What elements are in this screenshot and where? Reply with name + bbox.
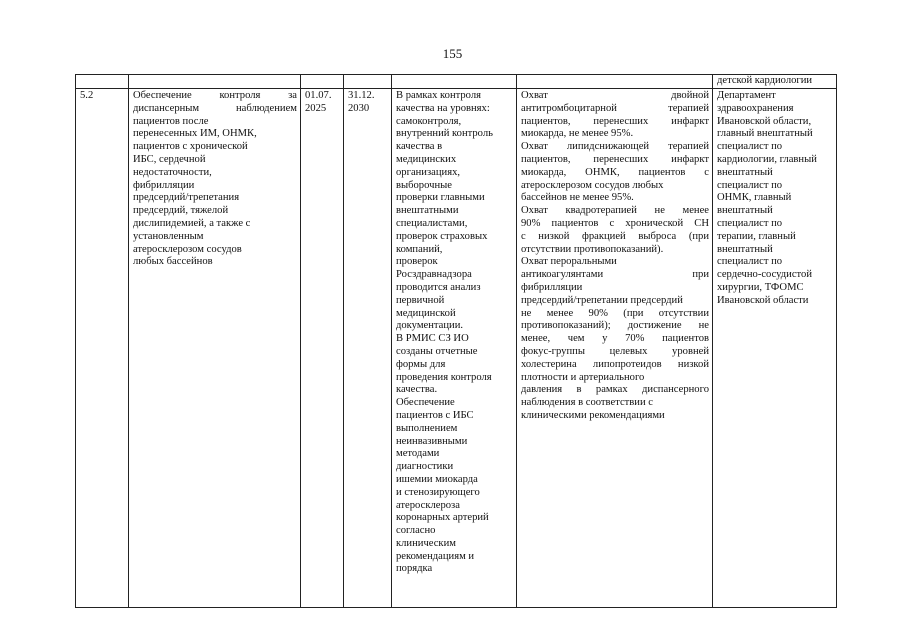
text-line: Обеспечение	[396, 397, 455, 409]
text-line: с низкой фракцией выброса (при	[521, 230, 709, 242]
text-line: внештатными	[396, 205, 459, 217]
text-line: качества.	[396, 384, 438, 396]
text-line: холестерина липопротеидов низкой	[521, 358, 709, 370]
text-line: Охват пероральными	[521, 256, 617, 268]
row-number: 5.2	[76, 89, 129, 608]
text-line: атеросклерозом сосудов любых	[521, 179, 664, 191]
cell-empty	[76, 75, 129, 89]
text-line: хирургии, ТФОМС	[717, 281, 804, 293]
text-line: атеросклероза	[396, 499, 460, 511]
text-line: документации.	[396, 320, 464, 332]
text-line: Росздравнадзора	[396, 269, 472, 281]
text-line: специалист по	[717, 217, 783, 229]
text-line: Департамент	[717, 90, 776, 101]
text-line: внештатный	[717, 205, 773, 217]
text-line: специалист по	[717, 179, 783, 191]
text-line: компаний,	[396, 243, 443, 255]
text-line: методами	[396, 448, 440, 460]
text-line: клиническими рекомендациями	[521, 409, 665, 421]
text-line: не менее 90% (при отсутствии	[521, 307, 709, 319]
text-line: диспансерным наблюдением	[133, 102, 297, 114]
cell-empty	[129, 75, 301, 89]
cell-empty	[301, 75, 344, 89]
text-line: менее, чем у 70% пациентов	[521, 333, 709, 345]
responsible-text	[717, 90, 833, 308]
text-line: проверки главными	[396, 192, 485, 204]
text-line: миокарда, ОНМК, пациентов с	[521, 166, 709, 178]
text-line: атеросклерозом сосудов	[133, 243, 242, 255]
text-line: самоконтроля,	[396, 115, 462, 127]
text-line: Охват липидснижающей терапией	[521, 141, 709, 153]
text-line: миокарда, не менее 95%.	[521, 128, 634, 140]
end-date-cell	[344, 89, 392, 608]
cell-empty	[517, 75, 713, 89]
text-line: Охват двойной	[521, 90, 709, 101]
text-line: пациентов, перенесших инфаркт	[521, 153, 709, 165]
text-line: антитромбоцитарной терапией	[521, 102, 709, 114]
text-line: первичной	[396, 294, 445, 306]
text-line: кардиологии, главный	[717, 153, 817, 165]
text-line: предсердий/трепетания	[133, 192, 240, 204]
text-line: В РМИС СЗ ИО	[396, 333, 469, 345]
text-line: медицинских	[396, 153, 457, 165]
text-line: 2025	[305, 102, 327, 114]
text-line: 01.07.	[305, 90, 332, 101]
text-line: здравоохранения	[717, 102, 794, 114]
text-line: коронарных артерий	[396, 512, 489, 524]
text-line: отсутствии противопоказаний).	[521, 243, 664, 255]
measures-table	[75, 74, 837, 608]
page-number: 155	[442, 46, 463, 61]
text-line: выполнением	[396, 422, 458, 434]
text-line: дислипидемией, а также с	[133, 217, 251, 229]
text-line: бассейнов не менее 95%.	[521, 192, 634, 204]
text-line: согласно	[396, 525, 436, 537]
text-line: проверок	[396, 256, 438, 268]
text-line: фокус-группы целевых уровней	[521, 345, 709, 357]
text-line: наблюдения в соответствии с	[521, 397, 653, 409]
text-line: противопоказаний); достижение не	[521, 320, 709, 332]
text-line: диагностики	[396, 461, 454, 473]
text-line: давления в рамках диспансерного	[521, 384, 709, 396]
responsible-cell	[713, 89, 837, 608]
text-line: специалистами,	[396, 217, 468, 229]
measure-cell	[129, 89, 301, 608]
text-line: формы для	[396, 358, 446, 370]
text-line: Ивановской области	[717, 294, 809, 306]
actions-cell	[392, 89, 517, 608]
text-line: сердечно-сосудистой	[717, 269, 813, 281]
text-line: фибрилляции	[133, 179, 195, 191]
text-line: ИБС, сердечной	[133, 153, 206, 165]
text-line: Охват квадротерапией не менее	[521, 205, 709, 217]
text-line: антикоагулянтами при	[521, 269, 709, 281]
text-line: плотности и артериального	[521, 371, 645, 383]
continuation-row	[76, 75, 837, 89]
measure-text	[133, 90, 297, 269]
actions-text	[396, 90, 513, 576]
indicators-cell	[517, 89, 713, 608]
text-line: пациентов, перенесших инфаркт	[521, 115, 709, 127]
text-line: медицинской	[396, 307, 456, 319]
text-line: проверок страховых	[396, 230, 488, 242]
text-line: пациентов с ИБС	[396, 409, 474, 421]
text-line: выборочные	[396, 179, 452, 191]
text-line: проведения контроля	[396, 371, 492, 383]
text-line: ишемии миокарда	[396, 473, 478, 485]
text-line: 90% пациентов с хронической СН	[521, 217, 709, 229]
text-line: рекомендациям и	[396, 550, 475, 562]
text-line: порядка	[396, 563, 433, 575]
text-line: фибрилляции	[521, 281, 583, 293]
text-line: предсердий, тяжелой	[133, 205, 229, 217]
text-line: любых бассейнов	[133, 256, 213, 268]
text-line: предсердий/трепетании предсердий	[521, 294, 683, 306]
text-line: пациентов с хронической	[133, 141, 248, 153]
text-line: внештатный	[717, 166, 773, 178]
text-line: и стенозирующего	[396, 486, 480, 498]
text-line: организациях,	[396, 166, 461, 178]
text-line: В рамках контроля	[396, 90, 481, 101]
cell-empty	[392, 75, 517, 89]
text-line: пациентов после	[133, 115, 209, 127]
text-line: 2030	[348, 102, 370, 114]
text-line: перенесенных ИМ, ОНМК,	[133, 128, 257, 140]
start-date	[305, 90, 340, 116]
text-line: недостаточности,	[133, 166, 212, 178]
responsible-continuation: детской кардиологии	[713, 75, 837, 89]
text-line: 31.12.	[348, 90, 375, 101]
start-date-cell	[301, 89, 344, 608]
text-line: специалист по	[717, 141, 783, 153]
text-line: созданы отчетные	[396, 345, 478, 357]
text-line: качества в	[396, 141, 443, 153]
text-line: неинвазивными	[396, 435, 468, 447]
text-line: качества на уровнях:	[396, 102, 490, 114]
text-line: внештатный	[717, 243, 773, 255]
text-line: установленным	[133, 230, 204, 242]
text-line: терапии, главный	[717, 230, 796, 242]
end-date	[348, 90, 388, 116]
table-row	[76, 89, 837, 608]
text-line: главный внештатный	[717, 128, 813, 140]
text-line: Ивановской области,	[717, 115, 812, 127]
indicators-text	[521, 90, 709, 423]
cell-empty	[344, 75, 392, 89]
text-line: проводится анализ	[396, 281, 481, 293]
text-line: клиническим	[396, 537, 456, 549]
text-line: специалист по	[717, 256, 783, 268]
text-line: Обеспечение контроля за	[133, 90, 297, 101]
text-line: внутренний контроль	[396, 128, 493, 140]
text-line: ОНМК, главный	[717, 192, 792, 204]
